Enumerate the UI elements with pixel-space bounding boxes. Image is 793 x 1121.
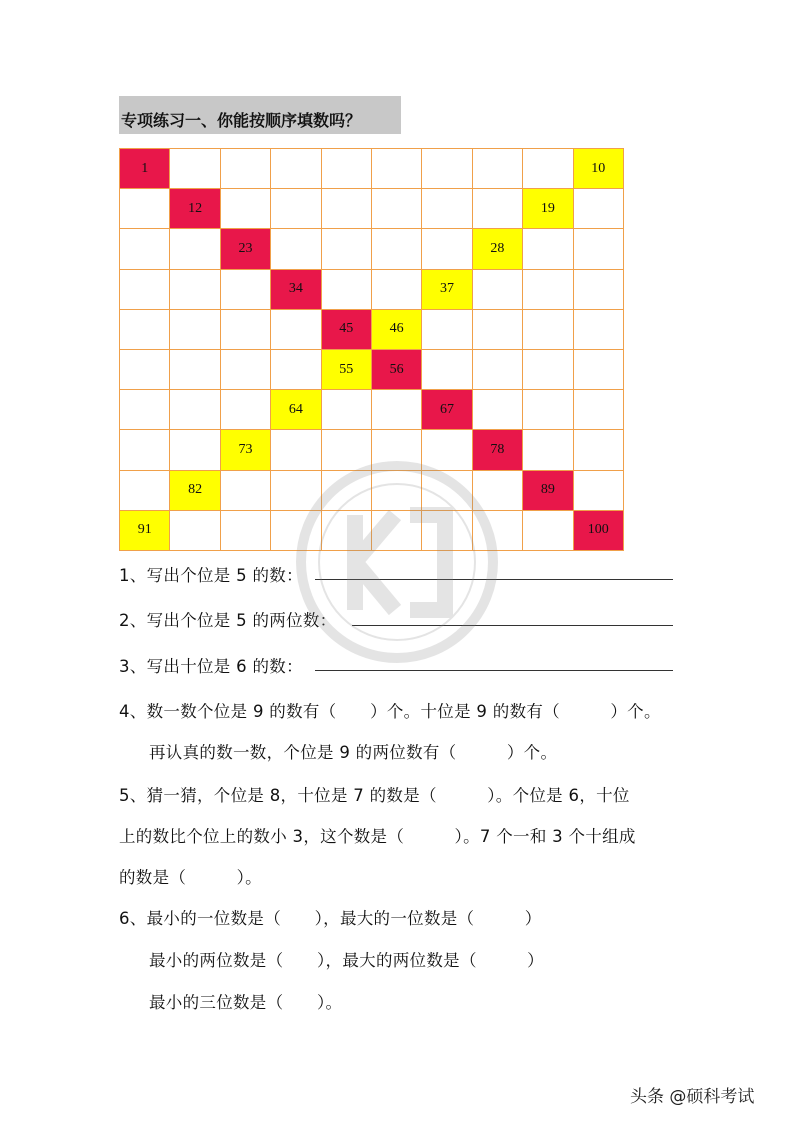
grid-cell[interactable] bbox=[574, 270, 624, 310]
grid-cell[interactable] bbox=[372, 390, 422, 430]
grid-cell[interactable] bbox=[221, 270, 271, 310]
grid-cell[interactable] bbox=[170, 350, 220, 390]
grid-cell: 23 bbox=[221, 229, 271, 269]
section-title: 专项练习一、你能按顺序填数吗？ bbox=[119, 96, 401, 134]
grid-cell[interactable] bbox=[523, 229, 573, 269]
grid-cell[interactable] bbox=[372, 189, 422, 229]
grid-cell: 91 bbox=[120, 511, 170, 551]
grid-cell[interactable] bbox=[271, 189, 321, 229]
grid-cell: 46 bbox=[372, 310, 422, 350]
grid-cell: 64 bbox=[271, 390, 321, 430]
grid-cell[interactable] bbox=[120, 189, 170, 229]
question-6-line-1: 6、最小的一位数是（ ），最大的一位数是（ ） bbox=[119, 909, 542, 928]
question-6-line-3: 最小的三位数是（ ）。 bbox=[149, 993, 343, 1012]
grid-cell[interactable] bbox=[422, 310, 472, 350]
grid-cell[interactable] bbox=[322, 149, 372, 189]
question-6-line-2: 最小的两位数是（ ），最大的两位数是（ ） bbox=[149, 951, 544, 970]
grid-cell: 37 bbox=[422, 270, 472, 310]
grid-cell[interactable] bbox=[473, 390, 523, 430]
grid-cell: 45 bbox=[322, 310, 372, 350]
grid-cell[interactable] bbox=[271, 149, 321, 189]
grid-cell[interactable] bbox=[271, 229, 321, 269]
grid-cell: 100 bbox=[574, 511, 624, 551]
grid-cell[interactable] bbox=[322, 189, 372, 229]
grid-cell: 56 bbox=[372, 350, 422, 390]
grid-cell[interactable] bbox=[523, 350, 573, 390]
grid-cell[interactable] bbox=[422, 229, 472, 269]
grid-cell: 10 bbox=[574, 149, 624, 189]
grid-cell[interactable] bbox=[574, 229, 624, 269]
grid-cell: 89 bbox=[523, 471, 573, 511]
grid-cell[interactable] bbox=[170, 310, 220, 350]
grid-cell[interactable] bbox=[170, 511, 220, 551]
grid-cell: 12 bbox=[170, 189, 220, 229]
grid-cell: 19 bbox=[523, 189, 573, 229]
grid-cell[interactable] bbox=[120, 310, 170, 350]
footer-credit: 头条 @硕科考试 bbox=[630, 1087, 755, 1107]
grid-cell[interactable] bbox=[170, 229, 220, 269]
grid-cell[interactable] bbox=[170, 270, 220, 310]
grid-cell[interactable] bbox=[372, 270, 422, 310]
question-5-line-1: 5、猜一猜，个位是 8，十位是 7 的数是（ ）。个位是 6，十位 bbox=[119, 786, 630, 805]
grid-cell[interactable] bbox=[120, 390, 170, 430]
grid-cell[interactable] bbox=[120, 471, 170, 511]
grid-cell[interactable] bbox=[221, 350, 271, 390]
grid-cell[interactable] bbox=[120, 350, 170, 390]
grid-cell: 78 bbox=[473, 430, 523, 470]
grid-cell[interactable] bbox=[422, 189, 472, 229]
question-4-line-2: 再认真的数一数，个位是 9 的两位数有（ ）个。 bbox=[149, 743, 558, 762]
grid-cell[interactable] bbox=[271, 310, 321, 350]
grid-cell[interactable] bbox=[574, 471, 624, 511]
grid-cell[interactable] bbox=[523, 390, 573, 430]
grid-cell[interactable] bbox=[221, 149, 271, 189]
grid-cell[interactable] bbox=[473, 189, 523, 229]
grid-cell[interactable] bbox=[170, 149, 220, 189]
grid-cell[interactable] bbox=[574, 350, 624, 390]
grid-cell[interactable] bbox=[221, 511, 271, 551]
grid-cell[interactable] bbox=[221, 471, 271, 511]
grid-cell: 28 bbox=[473, 229, 523, 269]
question-4-line-1: 4、数一数个位是 9 的数有（ ）个。十位是 9 的数有（ ）个。 bbox=[119, 702, 661, 721]
grid-cell[interactable] bbox=[322, 270, 372, 310]
grid-cell[interactable] bbox=[221, 189, 271, 229]
grid-cell[interactable] bbox=[574, 390, 624, 430]
grid-cell[interactable] bbox=[523, 511, 573, 551]
grid-cell: 67 bbox=[422, 390, 472, 430]
grid-cell: 55 bbox=[322, 350, 372, 390]
grid-cell[interactable] bbox=[574, 189, 624, 229]
grid-cell[interactable] bbox=[221, 390, 271, 430]
grid-cell[interactable] bbox=[574, 430, 624, 470]
grid-cell[interactable] bbox=[523, 270, 573, 310]
grid-cell[interactable] bbox=[170, 430, 220, 470]
grid-cell[interactable] bbox=[473, 270, 523, 310]
grid-cell[interactable] bbox=[322, 229, 372, 269]
grid-cell[interactable] bbox=[221, 310, 271, 350]
grid-cell[interactable] bbox=[422, 149, 472, 189]
grid-cell[interactable] bbox=[372, 229, 422, 269]
grid-cell[interactable] bbox=[322, 390, 372, 430]
grid-cell[interactable] bbox=[574, 310, 624, 350]
question-2: 2、写出个位是 5 的两位数： bbox=[119, 611, 337, 630]
grid-cell[interactable] bbox=[473, 350, 523, 390]
question-5-line-3: 的数是（ ）。 bbox=[119, 868, 262, 887]
grid-cell[interactable] bbox=[372, 149, 422, 189]
grid-cell: 34 bbox=[271, 270, 321, 310]
answer-line-3[interactable] bbox=[315, 670, 673, 671]
grid-cell[interactable] bbox=[120, 430, 170, 470]
grid-cell[interactable] bbox=[473, 149, 523, 189]
question-5-line-2: 上的数比个位上的数小 3，这个数是（ ）。7 个一和 3 个十组成 bbox=[119, 827, 636, 846]
question-1: 1、写出个位是 5 的数： bbox=[119, 566, 303, 585]
grid-cell: 73 bbox=[221, 430, 271, 470]
grid-cell: 1 bbox=[120, 149, 170, 189]
question-3: 3、写出十位是 6 的数： bbox=[119, 657, 303, 676]
watermark-logo bbox=[295, 460, 500, 665]
grid-cell[interactable] bbox=[473, 310, 523, 350]
grid-cell[interactable] bbox=[523, 310, 573, 350]
grid-cell[interactable] bbox=[523, 430, 573, 470]
grid-cell[interactable] bbox=[271, 350, 321, 390]
grid-cell[interactable] bbox=[120, 270, 170, 310]
grid-cell[interactable] bbox=[422, 350, 472, 390]
grid-cell: 82 bbox=[170, 471, 220, 511]
grid-cell[interactable] bbox=[170, 390, 220, 430]
grid-cell[interactable] bbox=[120, 229, 170, 269]
grid-cell[interactable] bbox=[523, 149, 573, 189]
